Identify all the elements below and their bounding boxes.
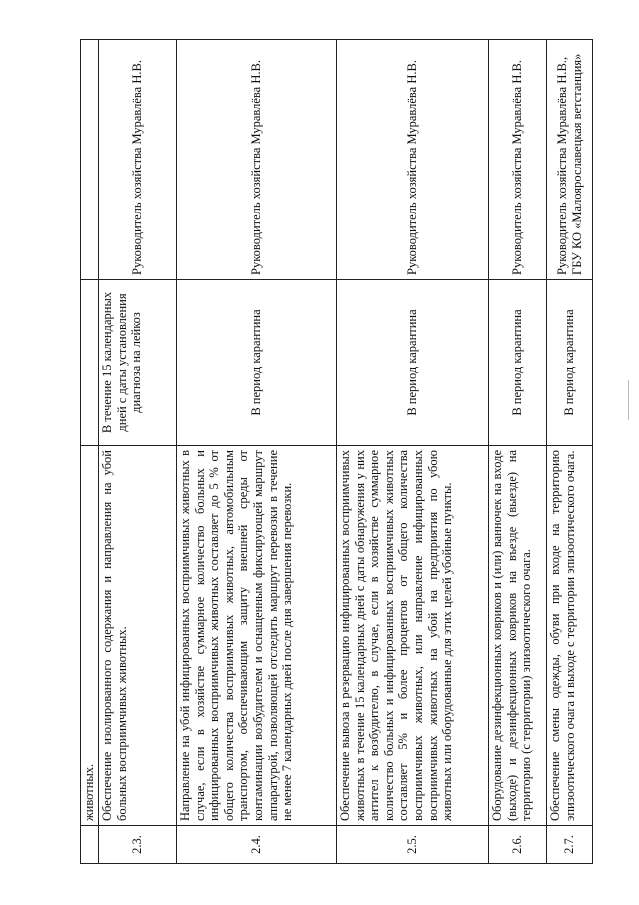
- measure-text: Оборудование дезинфекционных ковриков и (или) ванночек на входе (выходе) и дезинфекционных ковриков на въезде (выезде) на территорию (с территории) эпизоотического очага.: [489, 446, 547, 826]
- scan-artifact-line: [628, 380, 629, 420]
- responsible-text: Руководитель хозяйства Муравлёва Н.В.: [489, 40, 547, 280]
- row-number: 2.7.: [547, 826, 593, 864]
- cell-term-fragment: [81, 280, 99, 446]
- measure-text: Обеспечение изолированного содержания и направления на убой больных восприимчивых животных.: [99, 446, 177, 826]
- responsible-text: Руководитель хозяйства Муравлёва Н.В.: [177, 40, 337, 280]
- row-number: 2.4.: [177, 826, 337, 864]
- measure-text: Направление на убой инфицированных восприимчивых животных в случае, если в хозяйстве суммарное количество больных и инфицированных восприимчивых животных составляет до 5 % от общего количества восприимчивых животных, автомобильным транспортом, обеспечивающим защиту внешней среды от контаминации возбудителем и оснащенным фиксирующей маршрут аппаратурой, позволяющей отследить маршрут перевозки в течение не менее 7 календарных дней после дня завершения перевозки.: [177, 446, 337, 826]
- term-text: В период карантина: [547, 280, 593, 446]
- quarantine-measures-table: [80, 39, 593, 864]
- table-row: [547, 40, 593, 864]
- cell-measure-fragment: животных.: [81, 446, 99, 826]
- table-row: [99, 40, 177, 864]
- cell-num-fragment: [81, 826, 99, 864]
- table-row: [177, 40, 337, 864]
- row-number: 2.5.: [337, 826, 489, 864]
- responsible-text: Руководитель хозяйства Муравлёва Н.В.: [337, 40, 489, 280]
- table-row: [489, 40, 547, 864]
- term-text: В период карантина: [489, 280, 547, 446]
- row-number: 2.6.: [489, 826, 547, 864]
- table-row-fragment: [81, 40, 99, 864]
- measure-text: Обеспечение смены одежды, обуви при входе на территорию эпизоотического очага и выходе с территории эпизоотического очага.: [547, 446, 593, 826]
- row-number: 2.3.: [99, 826, 177, 864]
- term-text: В период карантина: [177, 280, 337, 446]
- term-text: В период карантина: [337, 280, 489, 446]
- responsible-text: Руководитель хозяйства Муравлёва Н.В.: [99, 40, 177, 280]
- cell-responsible-fragment: [81, 40, 99, 280]
- responsible-text: Руководитель хозяйства Муравлёва Н.В., ГБУ КО «Малоярославецкая ветстанция»: [547, 40, 593, 280]
- rotated-document-page: [80, 40, 595, 864]
- table-row: [337, 40, 489, 864]
- term-text: В течение 15 календарных дней с даты установления диагноза на лейкоз: [99, 280, 177, 446]
- measure-text: Обеспечение вывоза в резервацию инфицированных восприимчивых животных в течение 15 календарных дней с даты обнаружения у них антител к возбудителю, в случае, если в хозяйстве суммарное количество больных и инфицированных восприимчивых животных составляет 5% и более процентов от общего количества восприимчивых животных, или направление инфицированных восприимчивых животных на убой на предприятия по убою животных или оборудованные для этих целей убойные пункты.: [337, 446, 489, 826]
